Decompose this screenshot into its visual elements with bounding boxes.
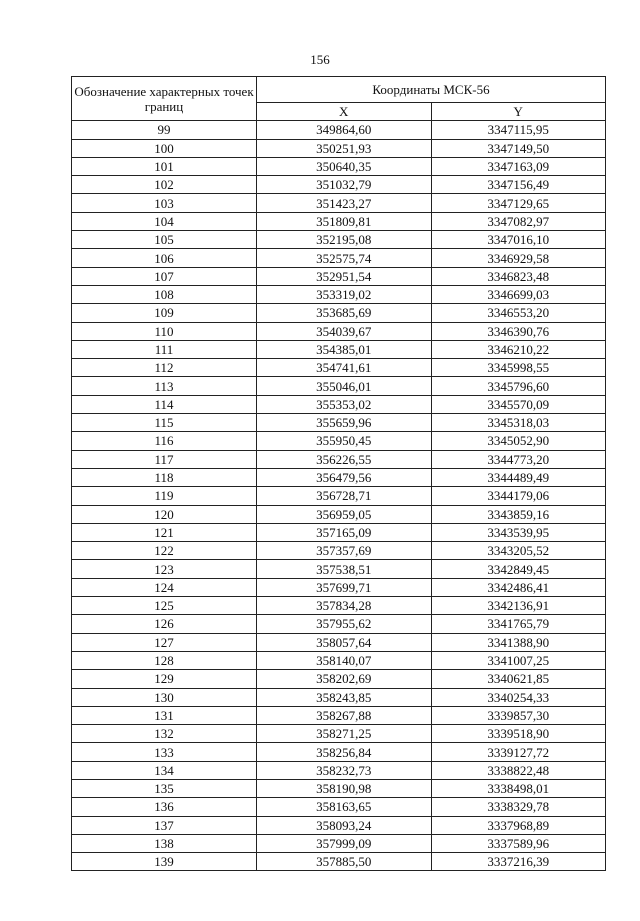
cell-point: 111 [72,340,257,358]
table-row [72,651,606,669]
table-row [72,377,606,395]
cell-y: 3342136,91 [431,597,606,615]
cell-point: 139 [72,853,257,871]
header-y: Y [431,103,606,121]
cell-x: 357834,28 [257,597,432,615]
table-row [72,340,606,358]
cell-y: 3343205,52 [431,542,606,560]
cell-y: 3344179,06 [431,487,606,505]
cell-x: 357165,09 [257,523,432,541]
table-row [72,633,606,651]
table-row [72,157,606,175]
cell-y: 3338822,48 [431,761,606,779]
cell-y: 3347156,49 [431,176,606,194]
table-row [72,139,606,157]
table-row [72,322,606,340]
cell-point: 99 [72,121,257,139]
cell-x: 352951,54 [257,267,432,285]
table-row [72,414,606,432]
page-number: 156 [310,52,330,67]
cell-x: 358271,25 [257,725,432,743]
cell-point: 113 [72,377,257,395]
cell-point: 129 [72,670,257,688]
cell-x: 353319,02 [257,285,432,303]
cell-point: 132 [72,725,257,743]
cell-point: 117 [72,450,257,468]
cell-y: 3346390,76 [431,322,606,340]
cell-y: 3347115,95 [431,121,606,139]
table-row [72,432,606,450]
cell-x: 357538,51 [257,560,432,578]
table-row [72,194,606,212]
cell-point: 127 [72,633,257,651]
table-row [72,798,606,816]
cell-y: 3339127,72 [431,743,606,761]
table-row [72,615,606,633]
cell-point: 109 [72,304,257,322]
cell-point: 101 [72,157,257,175]
cell-x: 358190,98 [257,779,432,797]
cell-y: 3337968,89 [431,816,606,834]
table-row [72,816,606,834]
table-row [72,560,606,578]
cell-y: 3342486,41 [431,578,606,596]
cell-y: 3341765,79 [431,615,606,633]
cell-y: 3339857,30 [431,706,606,724]
cell-point: 130 [72,688,257,706]
table-row [72,487,606,505]
cell-y: 3342849,45 [431,560,606,578]
header-coordinates-group: Координаты МСК-56 [257,77,606,103]
cell-x: 358140,07 [257,651,432,669]
cell-y: 3340621,85 [431,670,606,688]
cell-point: 108 [72,285,257,303]
cell-x: 355046,01 [257,377,432,395]
cell-point: 106 [72,249,257,267]
cell-x: 351423,27 [257,194,432,212]
cell-y: 3347163,09 [431,157,606,175]
cell-x: 358243,85 [257,688,432,706]
cell-point: 105 [72,231,257,249]
table-row [72,450,606,468]
cell-y: 3343859,16 [431,505,606,523]
cell-x: 357885,50 [257,853,432,871]
cell-y: 3338498,01 [431,779,606,797]
table-row [72,725,606,743]
table-row [72,779,606,797]
cell-x: 358202,69 [257,670,432,688]
table-row [72,249,606,267]
cell-y: 3345570,09 [431,395,606,413]
cell-y: 3338329,78 [431,798,606,816]
cell-x: 352195,08 [257,231,432,249]
cell-point: 114 [72,395,257,413]
cell-y: 3344773,20 [431,450,606,468]
cell-x: 356479,56 [257,468,432,486]
cell-point: 100 [72,139,257,157]
cell-x: 352575,74 [257,249,432,267]
cell-y: 3347149,50 [431,139,606,157]
cell-point: 102 [72,176,257,194]
coordinates-table [71,76,606,871]
cell-x: 358057,64 [257,633,432,651]
table-row [72,395,606,413]
cell-point: 107 [72,267,257,285]
table-row [72,304,606,322]
cell-point: 115 [72,414,257,432]
cell-point: 136 [72,798,257,816]
cell-x: 355353,02 [257,395,432,413]
cell-point: 137 [72,816,257,834]
cell-x: 354039,67 [257,322,432,340]
cell-point: 120 [72,505,257,523]
table-row [72,688,606,706]
cell-y: 3346210,22 [431,340,606,358]
cell-point: 135 [72,779,257,797]
cell-point: 133 [72,743,257,761]
cell-point: 128 [72,651,257,669]
cell-point: 124 [72,578,257,596]
cell-point: 134 [72,761,257,779]
cell-x: 358256,84 [257,743,432,761]
cell-y: 3343539,95 [431,523,606,541]
table-row [72,761,606,779]
cell-point: 126 [72,615,257,633]
cell-x: 354385,01 [257,340,432,358]
cell-x: 358163,65 [257,798,432,816]
table-row [72,212,606,230]
cell-y: 3347016,10 [431,231,606,249]
cell-y: 3346929,58 [431,249,606,267]
cell-x: 357999,09 [257,834,432,852]
table-row [72,523,606,541]
cell-x: 349864,60 [257,121,432,139]
cell-point: 119 [72,487,257,505]
table-row [72,267,606,285]
cell-y: 3345318,03 [431,414,606,432]
cell-y: 3341007,25 [431,651,606,669]
cell-x: 354741,61 [257,359,432,377]
cell-y: 3346553,20 [431,304,606,322]
cell-x: 353685,69 [257,304,432,322]
cell-point: 112 [72,359,257,377]
table-row [72,176,606,194]
table-row [72,505,606,523]
cell-x: 355659,96 [257,414,432,432]
table-row [72,231,606,249]
cell-y: 3337589,96 [431,834,606,852]
cell-point: 116 [72,432,257,450]
cell-y: 3344489,49 [431,468,606,486]
table-row [72,834,606,852]
cell-point: 123 [72,560,257,578]
table-row [72,743,606,761]
cell-y: 3347082,97 [431,212,606,230]
cell-y: 3347129,65 [431,194,606,212]
cell-point: 121 [72,523,257,541]
cell-x: 350640,35 [257,157,432,175]
cell-x: 355950,45 [257,432,432,450]
cell-y: 3341388,90 [431,633,606,651]
table-row [72,578,606,596]
cell-point: 103 [72,194,257,212]
table-row [72,542,606,560]
cell-x: 357357,69 [257,542,432,560]
cell-x: 356728,71 [257,487,432,505]
header-point-designation: Обозначение характерных точек границ [72,77,257,121]
table-row [72,597,606,615]
cell-point: 138 [72,834,257,852]
cell-point: 118 [72,468,257,486]
table-row [72,853,606,871]
table-row [72,359,606,377]
cell-x: 356959,05 [257,505,432,523]
cell-x: 356226,55 [257,450,432,468]
cell-point: 104 [72,212,257,230]
table-row [72,706,606,724]
cell-y: 3345796,60 [431,377,606,395]
table-row [72,285,606,303]
cell-x: 351809,81 [257,212,432,230]
cell-y: 3346823,48 [431,267,606,285]
cell-x: 357955,62 [257,615,432,633]
cell-x: 350251,93 [257,139,432,157]
cell-point: 131 [72,706,257,724]
header-x: X [257,103,432,121]
table-body [72,121,606,871]
table-row [72,121,606,139]
table-row [72,468,606,486]
cell-y: 3345052,90 [431,432,606,450]
cell-point: 125 [72,597,257,615]
table-row [72,670,606,688]
cell-x: 358232,73 [257,761,432,779]
cell-y: 3337216,39 [431,853,606,871]
cell-point: 110 [72,322,257,340]
cell-x: 351032,79 [257,176,432,194]
cell-x: 357699,71 [257,578,432,596]
cell-y: 3339518,90 [431,725,606,743]
cell-point: 122 [72,542,257,560]
cell-y: 3345998,55 [431,359,606,377]
cell-y: 3346699,03 [431,285,606,303]
cell-x: 358093,24 [257,816,432,834]
cell-y: 3340254,33 [431,688,606,706]
cell-x: 358267,88 [257,706,432,724]
